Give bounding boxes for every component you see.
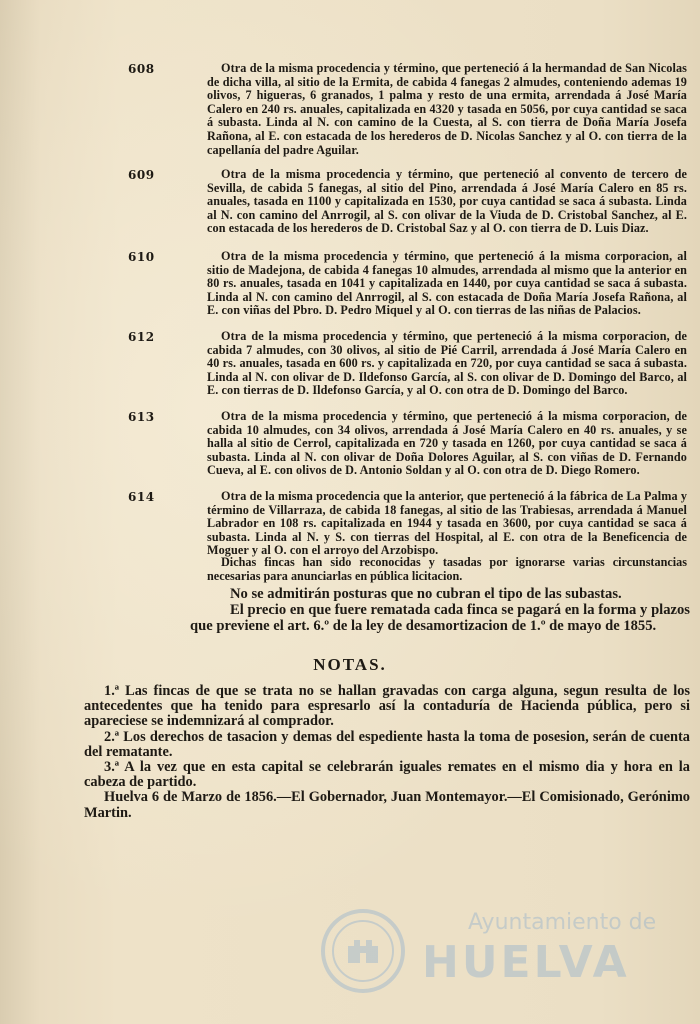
entry-number: 613: [128, 410, 155, 424]
closing-statement: [207, 556, 687, 583]
entry-number: 612: [128, 330, 155, 344]
watermark-line1: Ayuntamiento de: [468, 910, 657, 935]
condition-2: El precio en que fuere rematada cada finca se pagará en la forma y plazos que previene el art. 6.º de la ley de desamortizacion de 1.º de mayo de 1855.: [190, 602, 690, 634]
note-2: 2.ª Los derechos de tasacion y demas del espediente hasta la toma de posesion, serán de cuenta del rematante.: [84, 728, 690, 760]
entry-text: Otra de la misma procedencia y término, que perteneció á la misma corporacion, al sitio de Madejona, de cabida 4 fanegas 10 almudes, arrendada al mismo que la anterior en 80 rs. anuales, tasada en 1041 y capitalizada en 1440, por cuya cantidad se saca á subasta. Linda al N. con camino del Anrrogil, al S. con estacada de Doña María Josefa Rañona, al E. con viñas del Pbro. D. Pedro Miquel y al O. con tierras de las niñas de Palacios.: [207, 249, 687, 318]
entry-text: Otra de la misma procedencia y término, que perteneció á la misma corporacion, de cabida 7 almudes, con 30 olivos, al sitio de Pié Carril, arrendada á José María Calero en 40 rs. anuales, tasada en 600 rs. y capitalizada en 720, por cuya cantidad se saca á subasta. Linda al N. con olivar de D. Ildefonso García, al S. con olivar de D. Domingo del Barco, al E. con tierras de D. Ildefonso García, y al O. con otra de D. Domingo del Barco.: [207, 329, 687, 398]
notes-title: NOTAS.: [313, 655, 387, 674]
entry-text: Otra de la misma procedencia que la anterior, que perteneció á la fábrica de La Palma y término de Villarraza, de cabida 18 fanegas, al sitio de las Trabiesas, arrendada á Manuel Labrador en 108 rs. capitalizada en 1944 y tasada en 3600, por cuya cantidad se saca á subasta. Linda al N. y S. con tierras del Hospital, al E. con otra de la Beneficencia de Moguer y al O. con el arroyo del Arzobispo.: [207, 489, 688, 558]
signature: Huelva 6 de Marzo de 1856.—El Gobernador, Juan Montemayor.—El Comisionado, Gerónimo Martin.: [84, 789, 690, 821]
entry-number: 609: [128, 168, 155, 182]
entry-number: 610: [128, 250, 155, 264]
note-3: 3.ª A la vez que en esta capital se celebrarán iguales remates en el mismo dia y hora en la cabeza de partido.: [84, 759, 690, 791]
conditions: [190, 586, 690, 634]
note-1: 1.ª Las fincas de que se trata no se hallan gravadas con carga alguna, segun resulta de los antecedentes que ha tenido para espresarlo así la contaduría de Hacienda pública, pero si apareciese se indemnizará al comprador.: [84, 683, 690, 730]
entry-number: 614: [128, 490, 155, 504]
city-seal-icon: [320, 908, 406, 994]
entry-text: Otra de la misma procedencia y término, que perteneció á la misma corporacion, de cabida 10 almudes, con 34 olivos, arrendada á José María Calero en 40 rs. anuales, y se halla al sitio de Cerrol, capitalizada en 720 y tasada en 1260, por cuya cantidad se saca á subasta. Linda al N. con olivar de Doña Dolores Aguilar, al S. con viñas de D. Fernando Cueva, al E. con olivos de D. Antonio Soldan y al O. con otra de D. Diego Romero.: [207, 409, 687, 478]
entry-text: Otra de la misma procedencia y término, que perteneció al convento de tercero de Sevilla, de cabida 5 fanegas, al sitio del Pino, arrendada á José María Calero en 85 rs. anuales, tasada en 1100 y capitalizada en 1530, por cuya cantidad se saca á subasta. Linda al N. con camino del Anrrogil, al S. con olivar de la Viuda de D. Cristobal Sanchez, al E. con estacada de los herederos de D. Cristobal Saz y al O. con tierra de D. Luis Diaz.: [207, 167, 687, 236]
watermark-line2: HUELVA: [422, 937, 630, 988]
watermark: [300, 900, 660, 1000]
condition-1: No se admitirán posturas que no cubran el tipo de las subastas.: [230, 586, 622, 602]
entry-text: Otra de la misma procedencia y término, que perteneció á la hermandad de San Nicolas de dicha villa, al sitio de la Ermita, de cabida 4 fanegas 2 almudes, conteniendo ademas 19 olivos, 7 higueras, 6 granados, 1 palma y resto de una ermita, arrendada á José María Calero en 240 rs. anuales, capitalizada en 4320 y tasada en 5056, por cuya cantidad se saca á subasta. Linda al N. con camino de la Cuesta, al S. con tierra de Doña María Josefa Rañona, al E. con estacada de los herederos de D. Nicolas Sanchez y al O. con tierra de la capellanía del padre Aguilar.: [207, 61, 687, 157]
closing-text: Dichas fincas han sido reconocidas y tasadas por ignorarse varias circunstancias necesarias para anunciarlas en pública licitacion.: [207, 555, 687, 583]
notes-section: [84, 684, 690, 821]
entry-number: 608: [128, 62, 155, 76]
